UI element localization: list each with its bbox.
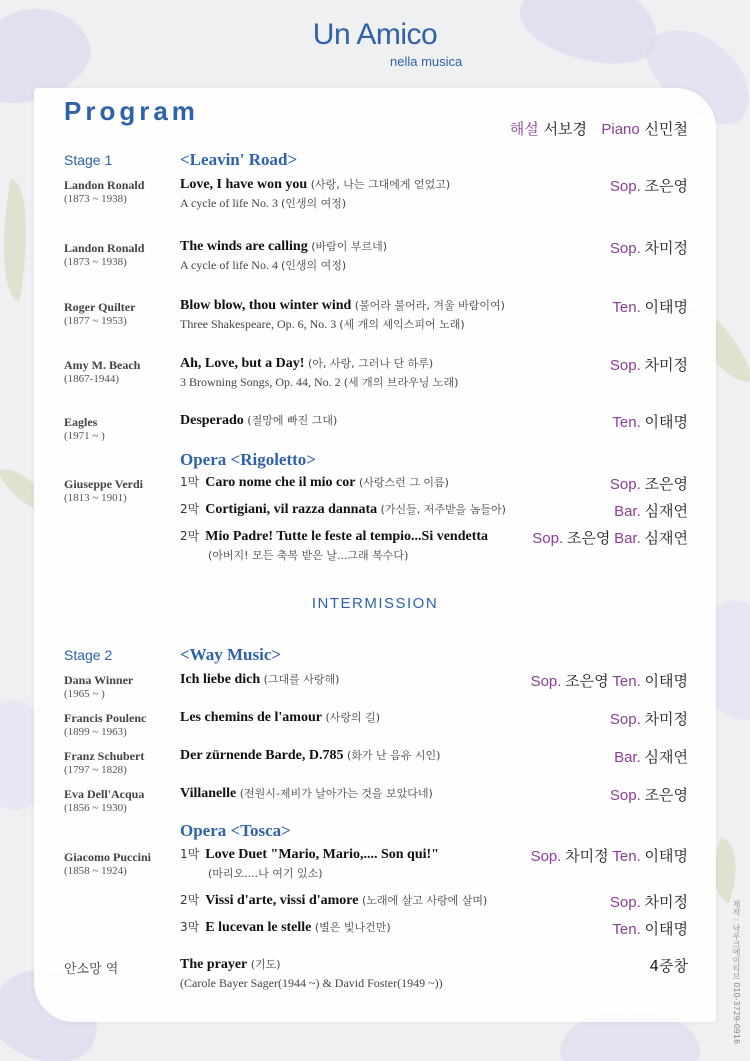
brand-subtitle: nella musica xyxy=(390,54,463,69)
performer: Sop. 조은영 xyxy=(609,475,688,493)
performer: Bar. 심재연 xyxy=(614,502,688,520)
piano-role: Piano xyxy=(601,121,640,138)
composer: Roger Quilter (1877 ~ 1953) xyxy=(64,300,136,327)
performer: Sop. 차미정 xyxy=(609,239,688,257)
performer: Ten. 이태명 xyxy=(612,413,688,431)
performer: Sop. 조은영 xyxy=(609,177,688,195)
work-item: Blow blow, thou winter wind (불어라 불어라, 겨울 바람이여) Three Shakespeare, Op. 6, No. 3 (세 개의 셰익스피어 노래) xyxy=(180,298,505,331)
composer: Franz Schubert (1797 ~ 1828) xyxy=(64,749,145,776)
performer: Ten. 이태명 xyxy=(612,920,688,938)
performer: Sop. 차미정 xyxy=(609,893,688,911)
composer: Landon Ronald (1873 ~ 1938) xyxy=(64,241,145,268)
performer: Sop. 차미정 xyxy=(609,356,688,374)
composer: Amy M. Beach (1867-1944) xyxy=(64,358,141,385)
opera-item: 2막 Cortigiani, vil razza dannata (가신들, 저주받을 놈들아) xyxy=(180,502,506,517)
section-leavin-road: <Leavin' Road> xyxy=(180,150,298,169)
program-title: Program xyxy=(64,96,199,126)
work-item: Der zürnende Barde, D.785 (화가 난 음유 시인) xyxy=(180,748,441,763)
side-credit: 제작 : 낙우크에이티브 010-3729-0916 xyxy=(732,900,741,1045)
section-opera-tosca: Opera <Tosca> xyxy=(180,821,291,840)
intermission-label: INTERMISSION xyxy=(311,595,439,612)
performer: Ten. 이태명 xyxy=(612,298,688,316)
commentary-role: 해설 xyxy=(509,120,539,138)
performer: 4중창 xyxy=(649,957,688,975)
program-card xyxy=(34,88,716,1022)
work-item: The winds are calling (바람이 부르네) A cycle of life No. 4 (인생의 여정) xyxy=(180,239,388,272)
performer: Bar. 심재연 xyxy=(614,748,688,766)
work-item: Villanelle (전원시-제비가 날아가는 것을 보았다네) xyxy=(180,786,433,801)
opera-item: 2막 Vissi d'arte, vissi d'amore (노래에 살고 사랑에 살며) xyxy=(180,893,488,908)
composer: Eva Dell'Acqua (1856 ~ 1930) xyxy=(64,787,145,814)
composer: Eagles (1971 ~ ) xyxy=(64,415,105,442)
work-item: Ich liebe dich (그대를 사랑해) xyxy=(180,672,340,687)
staff-credits xyxy=(510,118,688,139)
section-way-music: <Way Music> xyxy=(180,645,282,664)
brand-logo xyxy=(0,18,750,69)
stage-1-label: Stage 1 xyxy=(64,152,113,168)
performer: Sop. 조은영 Ten. 이태명 xyxy=(530,672,688,690)
work-item: Ah, Love, but a Day! (아, 사랑, 그러나 단 하루) 3 Browning Songs, Op. 44, No. 2 (세 개의 브라우닝 노래) xyxy=(180,356,459,389)
performer: Sop. 조은영 xyxy=(609,786,688,804)
opera-item: 2막 Mio Padre! Tutte le feste al tempio...Si vendetta (아버지! 모든 축복 받은 날...그래 복수다) xyxy=(180,529,489,562)
piano-name: 신민철 xyxy=(644,120,688,138)
work-item: Love, I have won you (사랑, 나는 그대에게 얻었고) A cycle of life No. 3 (인생의 여정) xyxy=(180,177,451,210)
brand-title: Un Amico xyxy=(312,18,438,51)
section-opera-rigoletto: Opera <Rigoletto> xyxy=(180,450,316,469)
performer: Sop. 차미정 xyxy=(609,710,688,728)
composer: Dana Winner (1965 ~ ) xyxy=(64,673,134,700)
performer: Sop. 조은영 Bar. 심재연 xyxy=(532,529,688,547)
finale-item: The prayer (기도) (Carole Bayer Sager(1944 ~) & David Foster(1949 ~)) xyxy=(180,957,443,990)
composer: Giuseppe Verdi (1813 ~ 1901) xyxy=(64,477,144,504)
commentary-name: 서보경 xyxy=(543,120,588,138)
composer: Giacomo Puccini (1858 ~ 1924) xyxy=(64,850,151,877)
opera-item: 1막 Love Duet "Mario, Mario,.... Son qui!" (마리오....나 여기 있소) xyxy=(180,847,439,880)
opera-item: 3막 E lucevan le stelle (별은 빛나건만) xyxy=(180,920,391,935)
finale-composer: 안소망 역 xyxy=(64,962,119,977)
work-item: Les chemins de l'amour (사랑의 길) xyxy=(180,710,381,725)
composer: Landon Ronald (1873 ~ 1938) xyxy=(64,178,145,205)
opera-item: 1막 Caro nome che il mio cor (사랑스런 그 이름) xyxy=(180,475,449,490)
performer: Sop. 차미정 Ten. 이태명 xyxy=(530,847,688,865)
composer: Francis Poulenc (1899 ~ 1963) xyxy=(64,711,147,738)
work-item: Desperado (절망에 빠진 그대) xyxy=(180,413,338,428)
stage-2-label: Stage 2 xyxy=(64,647,113,663)
